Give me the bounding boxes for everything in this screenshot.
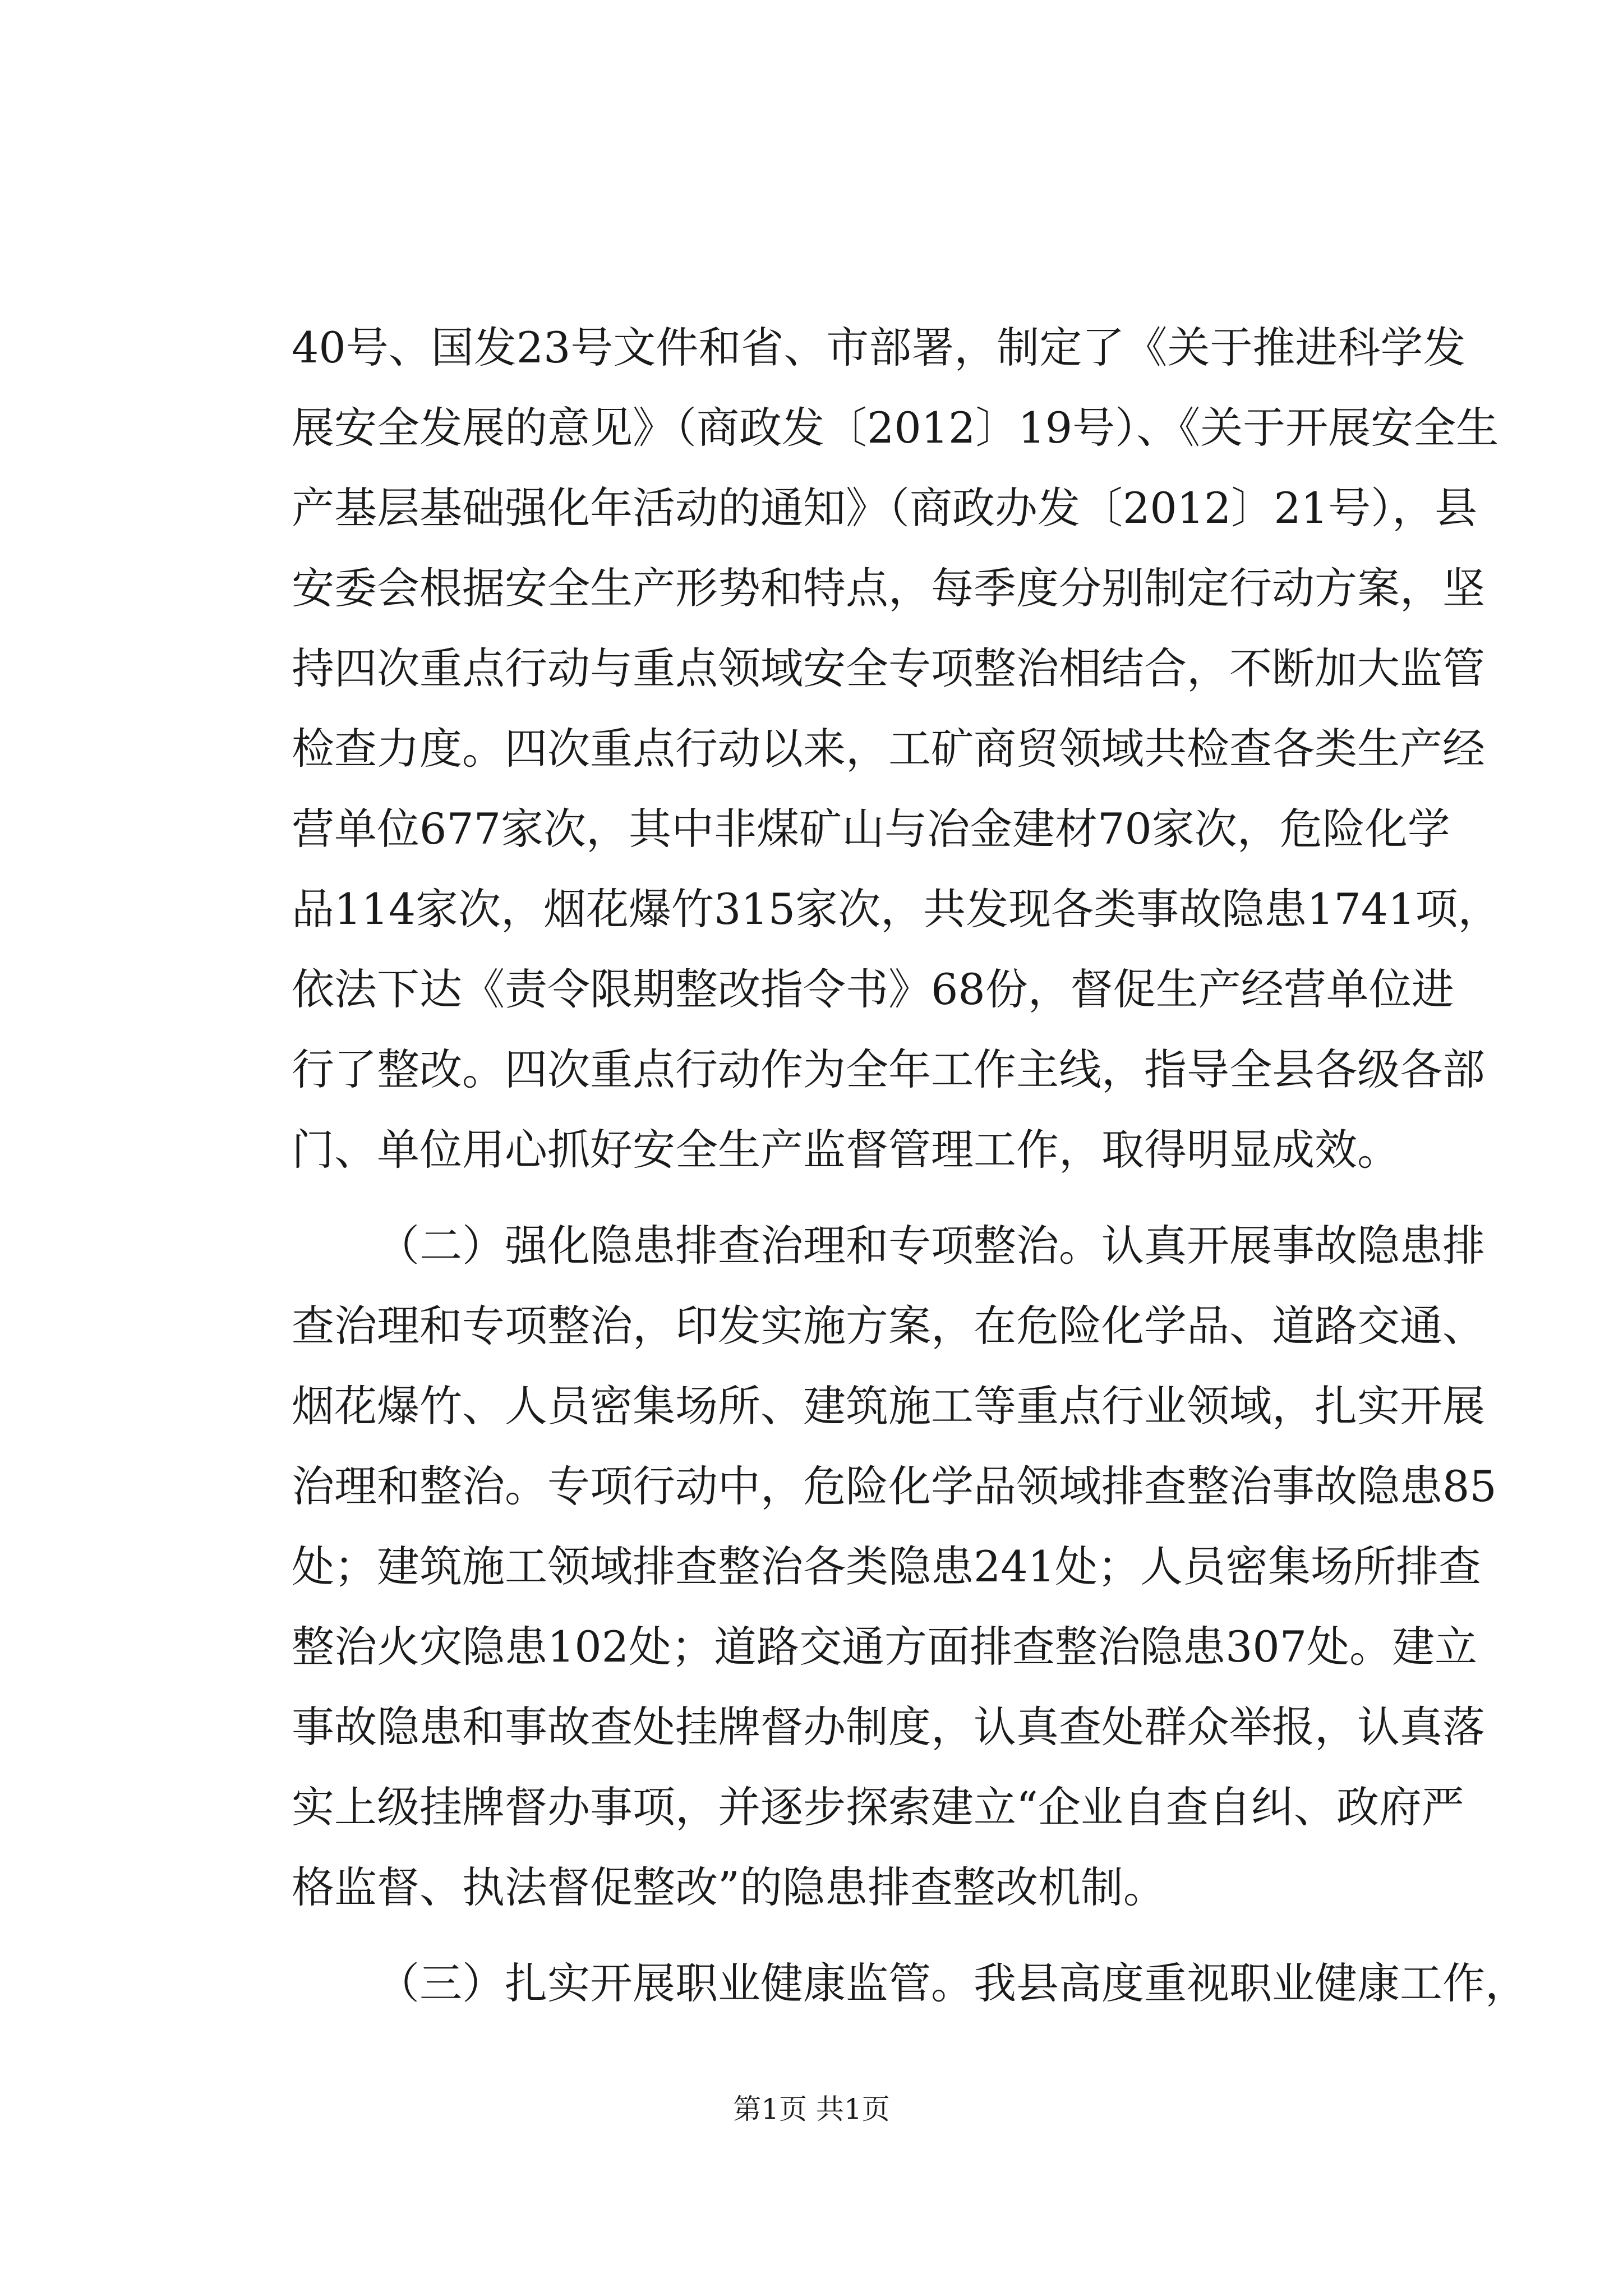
text-line: （三）扎实开展职业健康监管。我县高度重视职业健康工作， <box>377 1958 1528 2008</box>
text-line: 行了整改。四次重点行动作为全年工作主线，指导全县各级各部 <box>292 1045 1485 1094</box>
paragraph-2 <box>292 1205 1497 1927</box>
text-line: 40号、国发23号文件和省、市部署，制定了《关于推进科学发 <box>292 323 1466 372</box>
paragraph-gap <box>292 1190 1409 1205</box>
paragraph-gap <box>292 1927 1409 1943</box>
text-line: 品114家次，烟花爆竹315家次，共发现各类事故隐患1741项， <box>292 884 1501 934</box>
text-line: 安委会根据安全生产形势和特点，每季度分别制定行动方案，坚 <box>292 563 1485 613</box>
text-line: 事故隐患和事故查处挂牌督办制度，认真查处群众举报，认真落 <box>292 1702 1485 1752</box>
document-body <box>292 307 1528 2023</box>
text-line: 展安全发展的意见》（商政发〔2012〕19号）、《关于开展安全生 <box>292 403 1499 453</box>
text-line: 整治火灾隐患102处；道路交通方面排查整治隐患307处。建立 <box>292 1622 1478 1672</box>
text-line: 格监督、执法督促整改”的隐患排查整改机制。 <box>292 1862 1166 1912</box>
text-line: 检查力度。四次重点行动以来，工矿商贸领域共检查各类生产经 <box>292 724 1485 774</box>
text-line: 烟花爆竹、人员密集场所、建筑施工等重点行业领域，扎实开展 <box>292 1381 1485 1431</box>
text-line: 治理和整治。专项行动中，危险化学品领域排查整治事故隐患85 <box>292 1461 1497 1511</box>
text-line: 门、单位用心抓好安全生产监督管理工作，取得明显成效。 <box>292 1125 1400 1175</box>
text-line: 营单位677家次，其中非煤矿山与冶金建材70家次，危险化学 <box>292 804 1450 854</box>
text-line: 持四次重点行动与重点领域安全专项整治相结合，不断加大监管 <box>292 643 1485 693</box>
text-line: 查治理和专项整治，印发实施方案，在危险化学品、道路交通、 <box>292 1301 1485 1351</box>
text-line: （二）强化隐患排查治理和专项整治。认真开展事故隐患排 <box>377 1221 1485 1271</box>
text-line: 产基层基础强化年活动的通知》（商政办发〔2012〕21号），县 <box>292 483 1478 533</box>
paragraph-3 <box>292 1943 1528 2023</box>
text-line: 实上级挂牌督办事项，并逐步探索建立“企业自查自纠、政府严 <box>292 1782 1464 1832</box>
page-footer: 第1页 共1页 <box>733 2093 890 2125</box>
text-line: 依法下达《责令限期整改指令书》68份，督促生产经营单位进 <box>292 964 1454 1014</box>
text-line: 处；建筑施工领域排查整治各类隐患241处；人员密集场所排查 <box>292 1542 1482 1591</box>
paragraph-1 <box>292 307 1501 1190</box>
